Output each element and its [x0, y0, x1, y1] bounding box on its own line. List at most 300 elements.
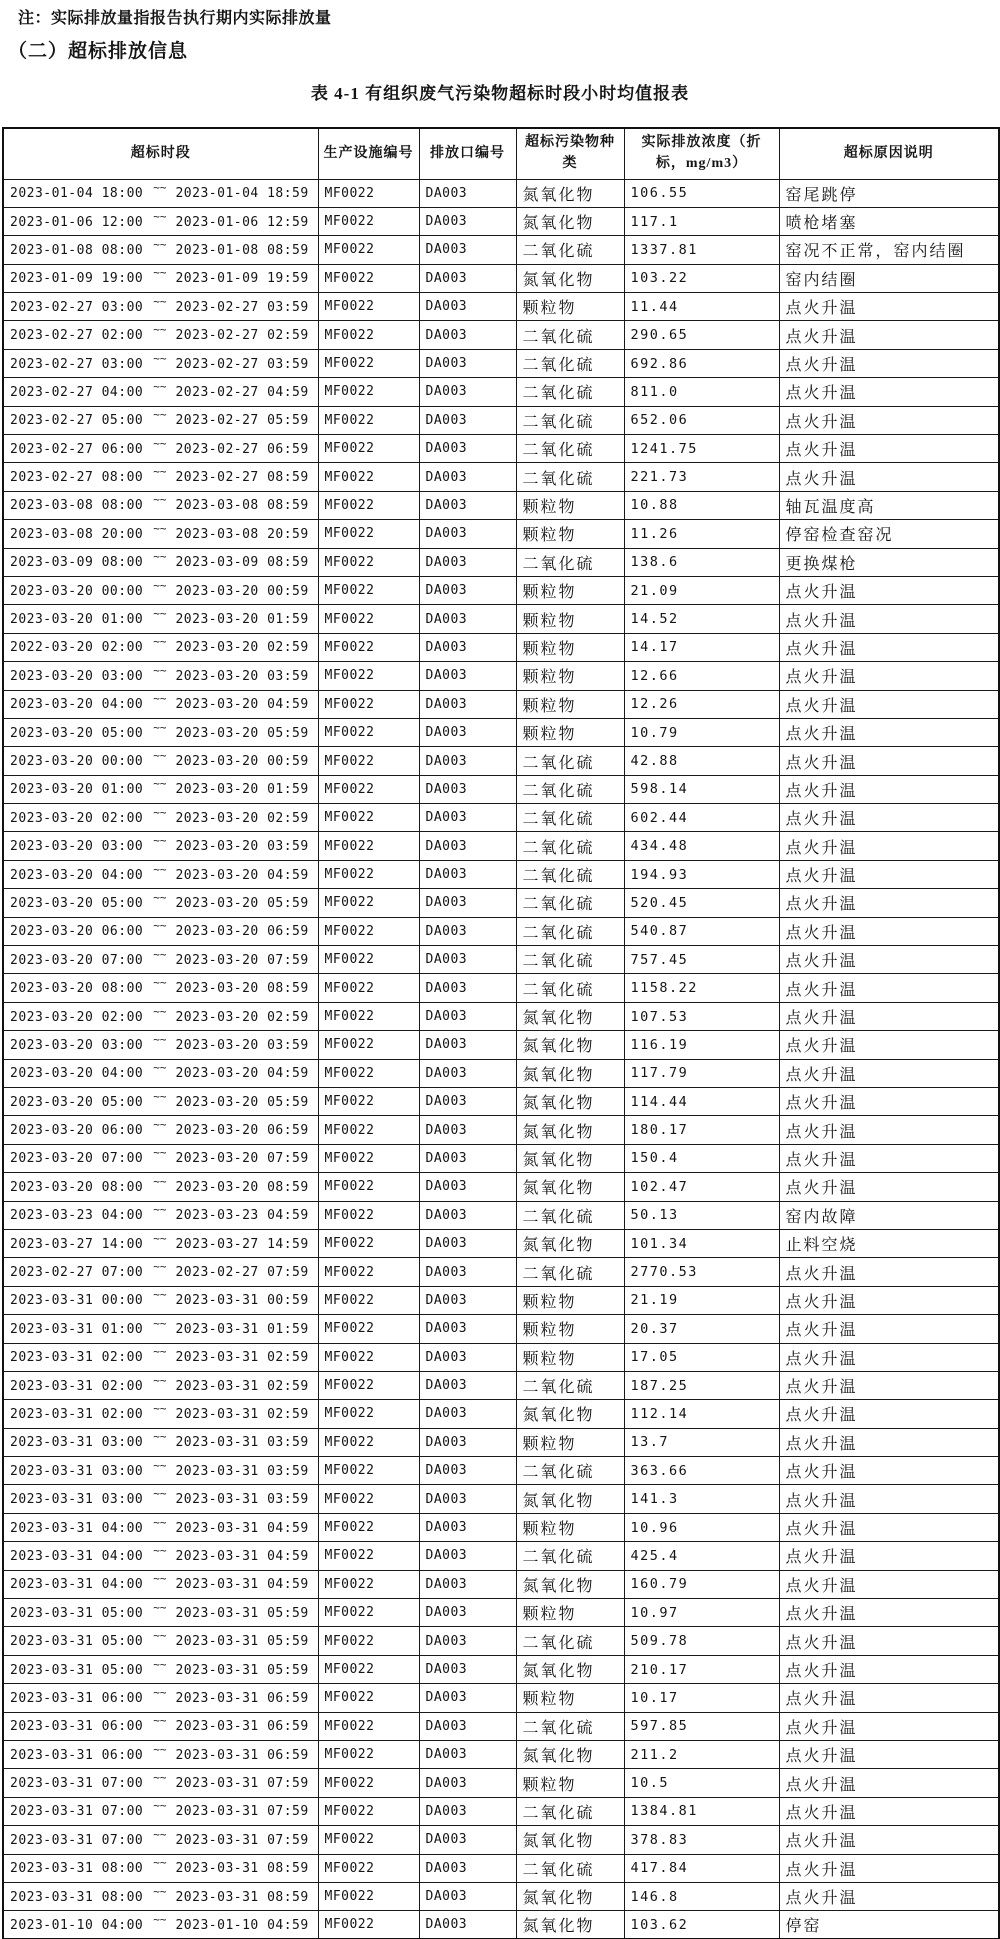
period-start: 2023-01-04 18:00	[10, 186, 144, 202]
cell-period	[3, 1485, 318, 1513]
cell-period	[3, 349, 318, 377]
cell-period	[3, 1428, 318, 1456]
cell-pollutant: 氮氧化物	[516, 1655, 624, 1683]
cell-pollutant: 颗粒物	[516, 1769, 624, 1797]
period-start: 2023-03-31 05:00	[10, 1634, 144, 1650]
cell-pollutant: 氮氧化物	[516, 1826, 624, 1854]
period-separator: ~~	[153, 1685, 167, 1699]
cell-facility: MF0022	[318, 662, 419, 690]
cell-outlet: DA003	[419, 1315, 516, 1343]
cell-concentration: 117.1	[624, 207, 779, 235]
cell-concentration: 146.8	[624, 1882, 779, 1910]
period-separator: ~~	[153, 323, 167, 337]
cell-outlet: DA003	[419, 1258, 516, 1286]
cell-pollutant: 氮氧化物	[516, 207, 624, 235]
table-row	[3, 1712, 999, 1740]
cell-outlet: DA003	[419, 605, 516, 633]
cell-concentration: 1158.22	[624, 974, 779, 1002]
period-start: 2023-03-31 06:00	[10, 1690, 144, 1706]
cell-pollutant: 二氧化硫	[516, 1627, 624, 1655]
period-separator: ~~	[153, 862, 167, 876]
period-separator: ~~	[153, 1487, 167, 1501]
period-separator: ~~	[153, 1316, 167, 1330]
cell-pollutant: 颗粒物	[516, 1343, 624, 1371]
cell-concentration: 10.79	[624, 718, 779, 746]
cell-outlet: DA003	[419, 1002, 516, 1030]
period-separator: ~~	[153, 777, 167, 791]
cell-pollutant: 颗粒物	[516, 690, 624, 718]
cell-facility: MF0022	[318, 1542, 419, 1570]
period-end: 2023-03-20 02:59	[175, 1009, 309, 1025]
period-start: 2023-03-23 04:00	[10, 1208, 144, 1224]
cell-reason: 点火升温	[779, 860, 999, 888]
cell-facility: MF0022	[318, 1144, 419, 1172]
cell-facility: MF0022	[318, 860, 419, 888]
period-separator: ~~	[153, 521, 167, 535]
cell-pollutant: 二氧化硫	[516, 917, 624, 945]
cell-concentration: 757.45	[624, 946, 779, 974]
period-end: 2023-03-31 02:59	[175, 1406, 309, 1422]
period-separator: ~~	[153, 209, 167, 223]
cell-concentration: 114.44	[624, 1088, 779, 1116]
table-row	[3, 1229, 999, 1257]
period-start: 2023-02-27 05:00	[10, 413, 144, 429]
cell-facility: MF0022	[318, 378, 419, 406]
cell-pollutant: 二氧化硫	[516, 378, 624, 406]
cell-pollutant: 二氧化硫	[516, 1712, 624, 1740]
cell-pollutant: 二氧化硫	[516, 1797, 624, 1825]
cell-reason: 点火升温	[779, 576, 999, 604]
cell-period	[3, 946, 318, 974]
cell-period	[3, 1599, 318, 1627]
period-start: 2023-03-31 04:00	[10, 1577, 144, 1593]
table-row	[3, 1315, 999, 1343]
cell-reason: 点火升温	[779, 605, 999, 633]
period-end: 2023-03-31 05:59	[175, 1634, 309, 1650]
cell-outlet: DA003	[419, 1826, 516, 1854]
period-end: 2023-03-31 04:59	[175, 1520, 309, 1536]
cell-reason: 点火升温	[779, 1570, 999, 1598]
period-end: 2023-02-27 05:59	[175, 413, 309, 429]
cell-concentration: 425.4	[624, 1542, 779, 1570]
cell-reason: 点火升温	[779, 832, 999, 860]
cell-facility: MF0022	[318, 1854, 419, 1882]
cell-concentration: 10.5	[624, 1769, 779, 1797]
cell-outlet: DA003	[419, 1854, 516, 1882]
period-start: 2023-03-20 06:00	[10, 1123, 144, 1139]
cell-period	[3, 520, 318, 548]
period-start: 2023-03-27 14:00	[10, 1236, 144, 1252]
table-row	[3, 1655, 999, 1683]
period-separator: ~~	[153, 1032, 167, 1046]
period-start: 2023-03-20 08:00	[10, 981, 144, 997]
period-end: 2023-03-31 03:59	[175, 1435, 309, 1451]
period-start: 2023-03-20 03:00	[10, 1037, 144, 1053]
cell-outlet: DA003	[419, 207, 516, 235]
cell-reason: 点火升温	[779, 1513, 999, 1541]
table-row	[3, 917, 999, 945]
cell-pollutant: 颗粒物	[516, 1428, 624, 1456]
cell-outlet: DA003	[419, 179, 516, 207]
period-start: 2023-03-31 03:00	[10, 1435, 144, 1451]
cell-period	[3, 1542, 318, 1570]
table-row	[3, 605, 999, 633]
period-start: 2023-03-31 00:00	[10, 1293, 144, 1309]
cell-facility: MF0022	[318, 633, 419, 661]
period-separator: ~~	[153, 1515, 167, 1529]
table-row	[3, 520, 999, 548]
period-end: 2023-01-09 19:59	[175, 271, 309, 287]
period-separator: ~~	[153, 1373, 167, 1387]
cell-concentration: 417.84	[624, 1854, 779, 1882]
period-start: 2023-02-27 08:00	[10, 470, 144, 486]
cell-reason: 点火升温	[779, 804, 999, 832]
cell-facility: MF0022	[318, 1371, 419, 1399]
cell-period	[3, 1882, 318, 1910]
table-header-row	[3, 128, 999, 179]
period-end: 2023-02-27 04:59	[175, 384, 309, 400]
cell-period	[3, 1371, 318, 1399]
cell-outlet: DA003	[419, 633, 516, 661]
cell-outlet: DA003	[419, 1173, 516, 1201]
cell-pollutant: 氮氧化物	[516, 1088, 624, 1116]
cell-concentration: 211.2	[624, 1740, 779, 1768]
cell-outlet: DA003	[419, 832, 516, 860]
period-separator: ~~	[153, 1742, 167, 1756]
table-row	[3, 378, 999, 406]
period-separator: ~~	[153, 1146, 167, 1160]
cell-period	[3, 1201, 318, 1229]
cell-facility: MF0022	[318, 1201, 419, 1229]
cell-facility: MF0022	[318, 1229, 419, 1257]
cell-facility: MF0022	[318, 548, 419, 576]
cell-reason: 止料空烧	[779, 1229, 999, 1257]
cell-period	[3, 1258, 318, 1286]
period-end: 2023-03-20 08:59	[175, 981, 309, 997]
cell-concentration: 811.0	[624, 378, 779, 406]
cell-reason: 轴瓦温度高	[779, 491, 999, 519]
cell-reason: 点火升温	[779, 1485, 999, 1513]
table-row	[3, 1485, 999, 1513]
period-separator: ~~	[153, 493, 167, 507]
cell-facility: MF0022	[318, 1570, 419, 1598]
cell-facility: MF0022	[318, 1173, 419, 1201]
cell-reason: 点火升温	[779, 1371, 999, 1399]
cell-outlet: DA003	[419, 236, 516, 264]
cell-reason: 点火升温	[779, 1315, 999, 1343]
cell-concentration: 221.73	[624, 463, 779, 491]
cell-reason: 点火升温	[779, 1655, 999, 1683]
cell-reason: 点火升温	[779, 946, 999, 974]
period-end: 2023-01-08 08:59	[175, 242, 309, 258]
period-start: 2023-03-20 04:00	[10, 697, 144, 713]
cell-outlet: DA003	[419, 1400, 516, 1428]
table-row	[3, 804, 999, 832]
cell-concentration: 434.48	[624, 832, 779, 860]
period-start: 2023-03-31 02:00	[10, 1406, 144, 1422]
table-row	[3, 236, 999, 264]
period-end: 2023-02-27 07:59	[175, 1265, 309, 1281]
cell-reason: 停窑检查窑况	[779, 520, 999, 548]
period-end: 2023-03-20 04:59	[175, 867, 309, 883]
cell-concentration: 116.19	[624, 1031, 779, 1059]
cell-reason: 窑尾跳停	[779, 179, 999, 207]
period-separator: ~~	[153, 1884, 167, 1898]
period-start: 2023-02-27 06:00	[10, 441, 144, 457]
table-row	[3, 1144, 999, 1172]
period-start: 2023-03-31 02:00	[10, 1378, 144, 1394]
table-row	[3, 1684, 999, 1712]
table-row	[3, 1599, 999, 1627]
cell-facility: MF0022	[318, 917, 419, 945]
period-separator: ~~	[153, 1260, 167, 1274]
cell-facility: MF0022	[318, 1769, 419, 1797]
cell-reason: 点火升温	[779, 1144, 999, 1172]
cell-concentration: 21.09	[624, 576, 779, 604]
cell-period	[3, 633, 318, 661]
period-end: 2023-03-31 07:59	[175, 1832, 309, 1848]
period-start: 2023-03-31 01:00	[10, 1321, 144, 1337]
period-end: 2023-03-20 06:59	[175, 924, 309, 940]
cell-period	[3, 1229, 318, 1257]
table-row	[3, 1513, 999, 1541]
cell-facility: MF0022	[318, 747, 419, 775]
period-end: 2023-03-31 08:59	[175, 1861, 309, 1877]
table-row	[3, 1371, 999, 1399]
table-row	[3, 662, 999, 690]
cell-facility: MF0022	[318, 1343, 419, 1371]
cell-facility: MF0022	[318, 520, 419, 548]
period-start: 2023-03-20 05:00	[10, 895, 144, 911]
period-start: 2023-03-20 07:00	[10, 952, 144, 968]
cell-outlet: DA003	[419, 349, 516, 377]
cell-pollutant: 二氧化硫	[516, 832, 624, 860]
cell-outlet: DA003	[419, 1769, 516, 1797]
section-title: （二）超标排放信息	[8, 41, 189, 62]
period-start: 2023-03-31 03:00	[10, 1463, 144, 1479]
period-separator: ~~	[153, 1430, 167, 1444]
cell-period	[3, 1343, 318, 1371]
table-row	[3, 1286, 999, 1314]
period-separator: ~~	[153, 1799, 167, 1813]
period-end: 2023-03-20 02:59	[175, 810, 309, 826]
table-row	[3, 1570, 999, 1598]
cell-period	[3, 491, 318, 519]
cell-pollutant: 氮氧化物	[516, 1570, 624, 1598]
cell-outlet: DA003	[419, 1144, 516, 1172]
cell-outlet: DA003	[419, 378, 516, 406]
cell-concentration: 107.53	[624, 1002, 779, 1030]
period-start: 2023-02-27 03:00	[10, 356, 144, 372]
period-separator: ~~	[153, 465, 167, 479]
period-start: 2023-03-31 04:00	[10, 1520, 144, 1536]
cell-pollutant: 氮氧化物	[516, 1144, 624, 1172]
table-row	[3, 1882, 999, 1910]
cell-reason: 点火升温	[779, 718, 999, 746]
cell-pollutant: 颗粒物	[516, 1315, 624, 1343]
period-start: 2023-03-31 05:00	[10, 1662, 144, 1678]
period-separator: ~~	[153, 181, 167, 195]
cell-pollutant: 氮氧化物	[516, 1031, 624, 1059]
cell-reason: 点火升温	[779, 1002, 999, 1030]
cell-pollutant: 二氧化硫	[516, 236, 624, 264]
period-separator: ~~	[153, 1912, 167, 1926]
period-separator: ~~	[153, 1600, 167, 1614]
cell-facility: MF0022	[318, 1740, 419, 1768]
cell-pollutant: 颗粒物	[516, 293, 624, 321]
cell-outlet: DA003	[419, 804, 516, 832]
cell-facility: MF0022	[318, 207, 419, 235]
cell-reason: 喷枪堵塞	[779, 207, 999, 235]
cell-pollutant: 颗粒物	[516, 1684, 624, 1712]
cell-pollutant: 二氧化硫	[516, 804, 624, 832]
cell-reason: 点火升温	[779, 1882, 999, 1910]
cell-facility: MF0022	[318, 321, 419, 349]
period-end: 2023-03-31 06:59	[175, 1719, 309, 1735]
table-row	[3, 832, 999, 860]
period-end: 2023-03-31 06:59	[175, 1747, 309, 1763]
cell-outlet: DA003	[419, 974, 516, 1002]
table-row	[3, 1116, 999, 1144]
cell-pollutant: 颗粒物	[516, 718, 624, 746]
cell-pollutant: 二氧化硫	[516, 1542, 624, 1570]
period-end: 2023-03-20 00:59	[175, 583, 309, 599]
cell-outlet: DA003	[419, 406, 516, 434]
period-start: 2023-01-08 08:00	[10, 242, 144, 258]
table-caption: 表 4-1 有组织废气污染物超标时段小时均值报表	[310, 84, 690, 103]
cell-outlet: DA003	[419, 1343, 516, 1371]
cell-outlet: DA003	[419, 718, 516, 746]
cell-reason: 点火升温	[779, 1059, 999, 1087]
table-row	[3, 1797, 999, 1825]
table-row	[3, 1059, 999, 1087]
period-start: 2023-03-09 08:00	[10, 555, 144, 571]
period-separator: ~~	[153, 720, 167, 734]
cell-reason: 点火升温	[779, 1031, 999, 1059]
cell-facility: MF0022	[318, 1031, 419, 1059]
table-row	[3, 889, 999, 917]
cell-facility: MF0022	[318, 1485, 419, 1513]
cell-facility: MF0022	[318, 406, 419, 434]
cell-concentration: 10.97	[624, 1599, 779, 1627]
cell-facility: MF0022	[318, 179, 419, 207]
period-separator: ~~	[153, 237, 167, 251]
period-end: 2023-03-20 00:59	[175, 754, 309, 769]
period-end: 2023-03-09 08:59	[175, 555, 309, 571]
period-start: 2023-03-31 07:00	[10, 1776, 144, 1792]
cell-facility: MF0022	[318, 974, 419, 1002]
period-separator: ~~	[153, 1345, 167, 1359]
cell-facility: MF0022	[318, 576, 419, 604]
period-end: 2023-03-20 01:59	[175, 612, 309, 628]
cell-concentration: 103.22	[624, 264, 779, 292]
cell-facility: MF0022	[318, 1059, 419, 1087]
cell-concentration: 101.34	[624, 1229, 779, 1257]
table-row	[3, 1911, 999, 1939]
cell-concentration: 1241.75	[624, 435, 779, 463]
cell-concentration: 11.26	[624, 520, 779, 548]
period-separator: ~~	[153, 1657, 167, 1671]
cell-facility: MF0022	[318, 1457, 419, 1485]
cell-concentration: 290.65	[624, 321, 779, 349]
cell-concentration: 10.17	[624, 1684, 779, 1712]
cell-concentration: 102.47	[624, 1173, 779, 1201]
cell-period	[3, 1088, 318, 1116]
cell-concentration: 103.62	[624, 1911, 779, 1939]
cell-period	[3, 1712, 318, 1740]
cell-reason: 点火升温	[779, 321, 999, 349]
cell-facility: MF0022	[318, 605, 419, 633]
cell-facility: MF0022	[318, 293, 419, 321]
period-separator: ~~	[153, 1572, 167, 1586]
period-start: 2023-03-20 05:00	[10, 1094, 144, 1110]
period-separator: ~~	[153, 749, 167, 762]
cell-outlet: DA003	[419, 1485, 516, 1513]
cell-outlet: DA003	[419, 1201, 516, 1229]
period-separator: ~~	[153, 1174, 167, 1188]
period-end: 2023-03-20 04:59	[175, 1066, 309, 1082]
table-row	[3, 406, 999, 434]
cell-reason: 窑内结圈	[779, 264, 999, 292]
period-end: 2023-03-08 08:59	[175, 498, 309, 514]
cell-outlet: DA003	[419, 1116, 516, 1144]
cell-reason: 点火升温	[779, 406, 999, 434]
period-end: 2023-03-31 02:59	[175, 1350, 309, 1366]
period-start: 2022-03-20 02:00	[10, 640, 144, 656]
period-start: 2023-03-31 05:00	[10, 1605, 144, 1621]
cell-pollutant: 氮氧化物	[516, 1116, 624, 1144]
cell-concentration: 509.78	[624, 1627, 779, 1655]
cell-concentration: 378.83	[624, 1826, 779, 1854]
period-start: 2023-03-20 01:00	[10, 612, 144, 628]
cell-outlet: DA003	[419, 1684, 516, 1712]
table-row	[3, 548, 999, 576]
cell-pollutant: 颗粒物	[516, 520, 624, 548]
cell-concentration: 11.44	[624, 293, 779, 321]
period-separator: ~~	[153, 1203, 167, 1217]
cell-outlet: DA003	[419, 1627, 516, 1655]
cell-concentration: 520.45	[624, 889, 779, 917]
period-separator: ~~	[153, 550, 167, 564]
period-start: 2023-03-31 02:00	[10, 1350, 144, 1366]
period-end: 2023-03-31 08:59	[175, 1889, 309, 1905]
table-row	[3, 1769, 999, 1797]
report-note: 注：实际排放量指报告执行期内实际排放量	[18, 10, 332, 27]
period-separator: ~~	[153, 947, 167, 961]
cell-facility: MF0022	[318, 804, 419, 832]
period-start: 2023-03-31 07:00	[10, 1832, 144, 1848]
period-end: 2023-03-20 04:59	[175, 697, 309, 713]
period-separator: ~~	[153, 976, 167, 990]
period-start: 2023-03-31 04:00	[10, 1548, 144, 1564]
period-start: 2023-03-31 08:00	[10, 1889, 144, 1905]
cell-pollutant: 二氧化硫	[516, 747, 624, 775]
exceedance-table	[2, 127, 1000, 1939]
cell-period	[3, 1570, 318, 1598]
cell-period	[3, 804, 318, 832]
period-start: 2023-02-27 07:00	[10, 1265, 144, 1281]
cell-concentration: 12.26	[624, 690, 779, 718]
cell-period	[3, 548, 318, 576]
table-row	[3, 435, 999, 463]
table-row	[3, 1457, 999, 1485]
cell-reason: 点火升温	[779, 1400, 999, 1428]
cell-facility: MF0022	[318, 463, 419, 491]
cell-reason: 点火升温	[779, 378, 999, 406]
period-separator: ~~	[153, 1629, 167, 1643]
cell-outlet: DA003	[419, 1457, 516, 1485]
table-row	[3, 1400, 999, 1428]
